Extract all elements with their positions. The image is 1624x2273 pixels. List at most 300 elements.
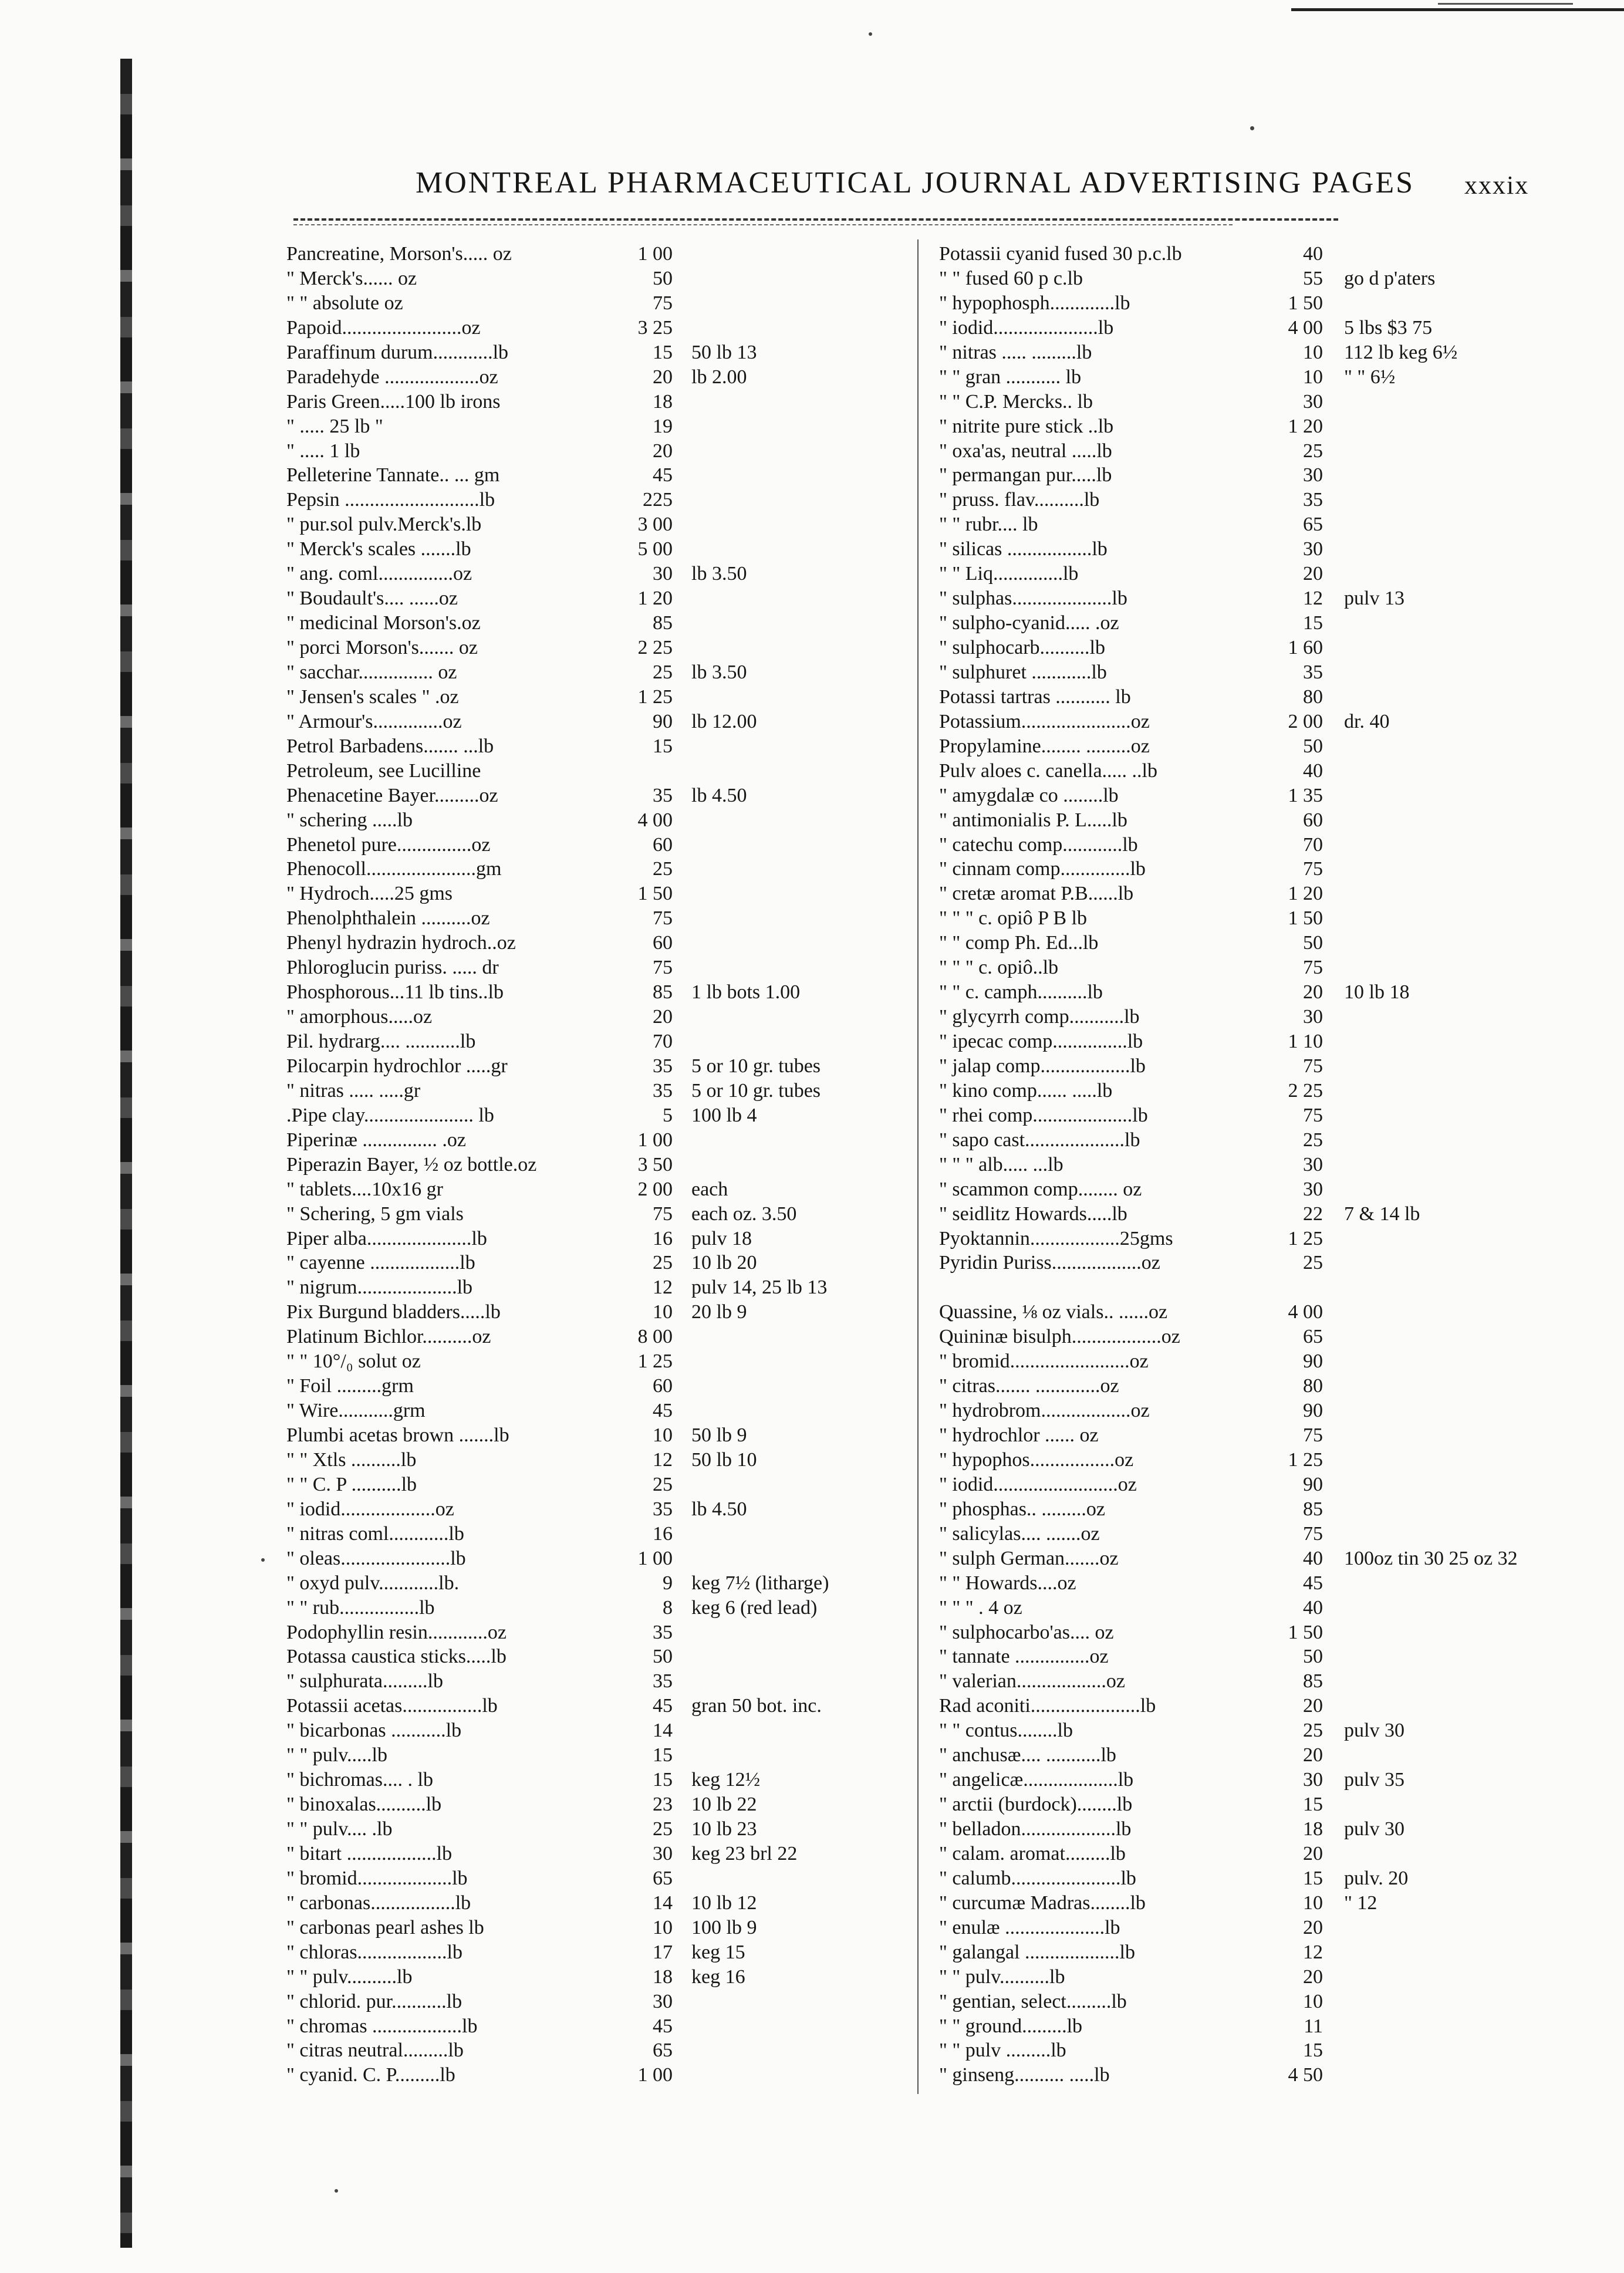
item-price: 60 — [653, 833, 673, 856]
item-name: " iodid...................oz — [286, 1498, 454, 1520]
item-name: Pilocarpin hydrochlor .....gr — [286, 1055, 508, 1077]
item-price: 75 — [1303, 858, 1323, 880]
item-price: 50 — [1303, 1646, 1323, 1668]
item-name: " " " c. opiô P B lb — [939, 907, 1087, 930]
item-price: 10 — [1303, 366, 1323, 388]
item-price: 2 25 — [1288, 1079, 1323, 1102]
item-note: pulv 30 — [1344, 1720, 1404, 1742]
item-price: 40 — [1303, 1596, 1323, 1619]
item-price: 75 — [1303, 1104, 1323, 1126]
item-name: " nitras coml............lb — [286, 1522, 464, 1545]
item-name: Pelleterine Tannate.. ... gm — [286, 464, 500, 487]
item-price: 15 — [1303, 1794, 1323, 1816]
item-price: 70 — [653, 1031, 673, 1052]
item-name: Phenetol pure...............oz — [286, 833, 491, 856]
item-note: 7 & 14 lb — [1344, 1203, 1420, 1225]
item-price: 20 — [653, 440, 673, 462]
item-name: " nitras ..... .....gr — [286, 1079, 421, 1102]
item-price: 65 — [1303, 514, 1323, 536]
item-price: 4 00 — [1288, 1301, 1323, 1323]
item-price: 30 — [1303, 1006, 1323, 1028]
item-name: Phenacetine Bayer.........oz — [286, 784, 498, 806]
item-price: 12 — [1303, 587, 1323, 610]
item-price: 1 50 — [637, 883, 673, 905]
item-name: " valerian..................oz — [939, 1670, 1125, 1693]
item-name: " iodid.........................oz — [939, 1473, 1137, 1495]
item-note: 100 lb 9 — [691, 1916, 757, 1938]
item-price: 4 00 — [637, 809, 673, 831]
item-price: 65 — [653, 2039, 673, 2062]
item-price: 18 — [1303, 1818, 1323, 1840]
item-price: 85 — [1303, 1670, 1323, 1693]
item-price: 23 — [653, 1794, 673, 1816]
item-note: lb 2.00 — [691, 366, 747, 388]
item-name: " Merck's scales .......lb — [286, 538, 471, 560]
item-name: " kino comp...... .....lb — [939, 1079, 1113, 1102]
item-note: keg 7½ (litharge) — [691, 1572, 829, 1594]
item-price: 20 — [653, 366, 673, 388]
item-price: 14 — [653, 1892, 673, 1914]
item-name: Petroleum, see Lucilline — [286, 759, 481, 782]
item-note: pulv 13 — [1344, 587, 1404, 610]
item-price: 2 25 — [637, 637, 673, 658]
item-price: 75 — [653, 1203, 673, 1225]
item-name: " " absolute oz — [286, 292, 403, 314]
item-price: 16 — [653, 1227, 673, 1249]
item-price: 30 — [1303, 538, 1323, 560]
item-note: pulv 18 — [691, 1227, 752, 1249]
item-name: " Foil .........grm — [286, 1375, 414, 1397]
item-name: " carbonas pearl ashes lb — [286, 1916, 484, 1938]
item-price: 90 — [653, 710, 673, 732]
item-price: 15 — [653, 341, 673, 363]
item-name: " Hydroch.....25 gms — [286, 883, 453, 905]
item-name: " " comp Ph. Ed...lb — [939, 932, 1099, 954]
item-name: " ipecac comp...............lb — [939, 1031, 1143, 1052]
item-price: 5 — [663, 1104, 673, 1126]
item-note: 5 lbs $3 75 — [1344, 316, 1433, 339]
speck — [869, 32, 872, 36]
item-price: 60 — [1303, 809, 1323, 831]
item-price: 45 — [653, 464, 673, 487]
item-name: " scammon comp........ oz — [939, 1178, 1142, 1200]
item-price: 75 — [653, 292, 673, 314]
item-note: 50 lb 9 — [691, 1424, 747, 1446]
item-note: 5 or 10 gr. tubes — [691, 1055, 821, 1077]
item-name: " " pulv.....lb — [286, 1744, 387, 1767]
item-price: 12 — [653, 1448, 673, 1471]
item-note: pulv 14, 25 lb 13 — [691, 1276, 828, 1299]
item-name: " " C. P ..........lb — [286, 1473, 417, 1495]
item-note: 1 lb bots 1.00 — [691, 981, 801, 1004]
item-name: " bromid...................lb — [286, 1867, 468, 1889]
item-price: 8 — [663, 1596, 673, 1619]
item-name: " Schering, 5 gm vials — [286, 1203, 464, 1225]
page-header — [416, 166, 1531, 212]
item-name: " oxyd pulv............lb. — [286, 1572, 460, 1594]
item-price: 25 — [1303, 440, 1323, 462]
item-name: " ..... 1 lb — [286, 440, 360, 462]
item-price: 15 — [653, 735, 673, 757]
item-note: keg 6 (red lead) — [691, 1596, 818, 1619]
item-price: 15 — [1303, 1867, 1323, 1889]
item-note: " " 6½ — [1344, 366, 1396, 388]
item-note: pulv 30 — [1344, 1818, 1404, 1840]
page-number: xxxix — [1464, 171, 1530, 200]
item-price: 15 — [1303, 2039, 1323, 2062]
item-price: 35 — [1303, 661, 1323, 683]
item-price: 45 — [653, 2015, 673, 2037]
item-name: " curcumæ Madras........lb — [939, 1892, 1146, 1914]
item-name: Potassa caustica sticks.....lb — [286, 1646, 507, 1668]
item-price: 30 — [653, 1990, 673, 2012]
item-note: " 12 — [1344, 1892, 1377, 1914]
item-name: .Pipe clay...................... lb — [286, 1104, 494, 1126]
item-name: " sulph German.......oz — [939, 1547, 1119, 1569]
item-name: Pyoktannin..................25gms — [939, 1227, 1173, 1249]
item-name: " " Howards....oz — [939, 1572, 1076, 1594]
item-name: Propylamine........ .........oz — [939, 735, 1150, 757]
item-price: 35 — [1303, 489, 1323, 511]
item-name: " oleas......................lb — [286, 1547, 466, 1569]
item-price: 30 — [1303, 390, 1323, 413]
item-note: lb 3.50 — [691, 563, 747, 585]
item-name: " " C.P. Mercks.. lb — [939, 390, 1093, 413]
item-name: " sulphas....................lb — [939, 587, 1127, 610]
item-price: 30 — [653, 563, 673, 585]
item-name: " gentian, select.........lb — [939, 1990, 1127, 2012]
item-price: 75 — [1303, 1424, 1323, 1446]
item-note: keg 12½ — [691, 1769, 761, 1791]
item-name: " antimonialis P. L.....lb — [939, 809, 1127, 831]
item-name: Paradehyde ...................oz — [286, 366, 498, 388]
speck — [261, 1558, 265, 1562]
item-name: " oxa'as, neutral .....lb — [939, 440, 1112, 462]
item-price: 40 — [1303, 243, 1323, 265]
item-name: " calam. aromat.........lb — [939, 1842, 1126, 1865]
item-price: 40 — [1303, 1547, 1323, 1569]
item-name: " belladon...................lb — [939, 1818, 1132, 1840]
item-name: " chloras..................lb — [286, 1941, 463, 1963]
item-name: " hypophosph.............lb — [939, 292, 1130, 314]
item-price: 35 — [653, 1621, 673, 1643]
item-price: 75 — [1303, 1055, 1323, 1077]
item-name: Piperazin Bayer, ½ oz bottle.oz — [286, 1153, 537, 1176]
item-price: 1 00 — [637, 1547, 673, 1569]
item-name: " carbonas.................lb — [286, 1892, 471, 1914]
item-name: Potassii cyanid fused 30 p.c.lb — [939, 243, 1182, 265]
item-price: 17 — [653, 1941, 673, 1963]
item-price: 90 — [1303, 1400, 1323, 1422]
item-price: 30 — [1303, 1769, 1323, 1791]
item-name: " hydrochlor ...... oz — [939, 1424, 1099, 1446]
item-price: 19 — [653, 415, 673, 437]
item-name: " " Liq..............lb — [939, 563, 1079, 585]
item-name: " " pulv..........lb — [286, 1965, 413, 1988]
item-name: " pruss. flav..........lb — [939, 489, 1100, 511]
item-price: 45 — [653, 1695, 673, 1717]
item-price: 25 — [653, 1818, 673, 1840]
item-name: Paris Green.....100 lb irons — [286, 390, 501, 413]
item-name: " nitrite pure stick ..lb — [939, 415, 1114, 437]
item-name: " sulphurata.........lb — [286, 1670, 443, 1693]
item-name: Pancreatine, Morson's..... oz — [286, 243, 512, 265]
item-price: 35 — [653, 1079, 673, 1102]
item-name: Petrol Barbadens....... ...lb — [286, 735, 494, 757]
item-name: " cayenne ..................lb — [286, 1252, 475, 1274]
header-rule — [293, 218, 1338, 221]
item-price: 25 — [1303, 1720, 1323, 1742]
item-name: " " rubr.... lb — [939, 514, 1038, 536]
item-price: 75 — [1303, 957, 1323, 979]
item-price: 20 — [1303, 981, 1323, 1004]
item-price: 15 — [653, 1744, 673, 1767]
item-price: 1 20 — [1288, 415, 1323, 437]
item-price: 35 — [653, 1055, 673, 1077]
item-name: " nitras ..... .........lb — [939, 341, 1092, 363]
item-price: 65 — [1303, 1326, 1323, 1348]
item-price: 16 — [653, 1522, 673, 1545]
item-price: 4 50 — [1288, 2064, 1323, 2086]
item-price: 25 — [653, 661, 673, 683]
item-name: " sulpho-cyanid..... .oz — [939, 612, 1119, 634]
item-note: 10 lb 12 — [691, 1892, 757, 1914]
item-note: pulv. 20 — [1344, 1867, 1409, 1889]
item-price: 22 — [1303, 1203, 1323, 1225]
item-price: 80 — [1303, 685, 1323, 708]
item-name: " sulphocarb..........lb — [939, 637, 1106, 658]
item-name: Plumbi acetas brown .......lb — [286, 1424, 509, 1446]
item-price: 40 — [1303, 759, 1323, 782]
item-price: 50 — [1303, 932, 1323, 954]
item-name: Pyridin Puriss..................oz — [939, 1252, 1160, 1274]
item-price: 1 00 — [637, 1129, 673, 1151]
item-note: 100 lb 4 — [691, 1104, 757, 1126]
item-note: keg 16 — [691, 1965, 745, 1988]
item-name: " cretæ aromat P.B......lb — [939, 883, 1134, 905]
item-name: " rhei comp....................lb — [939, 1104, 1148, 1126]
item-name: " nigrum....................lb — [286, 1276, 473, 1299]
item-name: " Armour's..............oz — [286, 710, 462, 732]
item-note: lb 12.00 — [691, 710, 757, 732]
item-price: 20 — [653, 1006, 673, 1028]
item-name: " " Xtls ..........lb — [286, 1448, 417, 1471]
item-note: gran 50 bot. inc. — [691, 1695, 822, 1717]
item-name: " " pulv .........lb — [939, 2039, 1066, 2062]
item-name: Pix Burgund bladders.....lb — [286, 1301, 501, 1323]
item-price: 12 — [653, 1276, 673, 1299]
item-price: 12 — [1303, 1941, 1323, 1963]
item-name: " ang. coml...............oz — [286, 563, 472, 585]
item-name: Piper alba.....................lb — [286, 1227, 487, 1249]
item-name: " tannate ...............oz — [939, 1646, 1109, 1668]
item-name: Paraffinum durum............lb — [286, 341, 509, 363]
item-price: 18 — [653, 390, 673, 413]
item-name: " bromid........................oz — [939, 1350, 1149, 1373]
item-name: " hypophos.................oz — [939, 1448, 1134, 1471]
item-price: 1 25 — [1288, 1448, 1323, 1471]
item-name: " chlorid. pur...........lb — [286, 1990, 462, 2012]
item-price: 75 — [653, 957, 673, 979]
item-price: 25 — [653, 1473, 673, 1495]
item-name: " schering .....lb — [286, 809, 413, 831]
item-name: " " pulv.... .lb — [286, 1818, 393, 1840]
item-price: 45 — [1303, 1572, 1323, 1594]
item-name: " iodid.....................lb — [939, 316, 1114, 339]
speck — [1250, 126, 1254, 130]
item-note: lb 4.50 — [691, 1498, 747, 1520]
item-price: 10 — [653, 1424, 673, 1446]
item-price: 50 — [653, 267, 673, 289]
item-name: " " " . 4 oz — [939, 1596, 1022, 1619]
item-note: 10 lb 22 — [691, 1794, 757, 1816]
item-price: 80 — [1303, 1375, 1323, 1397]
item-name: " phosphas.. .........oz — [939, 1498, 1106, 1520]
item-price: 225 — [643, 489, 673, 511]
item-name: " chromas ..................lb — [286, 2015, 478, 2037]
item-name: " " 10°/₀ solut oz — [286, 1350, 421, 1373]
item-price: 1 10 — [1288, 1031, 1323, 1052]
speck — [335, 2189, 338, 2193]
item-name: " Boudault's.... ......oz — [286, 587, 458, 610]
item-note: keg 23 brl 22 — [691, 1842, 798, 1865]
item-name: " amorphous.....oz — [286, 1006, 433, 1028]
item-price: 65 — [653, 1867, 673, 1889]
item-price: 9 — [663, 1572, 673, 1594]
item-name: " arctii (burdock)........lb — [939, 1794, 1133, 1816]
item-price: 20 — [1303, 1744, 1323, 1767]
item-name: " anchusæ.... ...........lb — [939, 1744, 1116, 1767]
item-name: Quassine, ⅛ oz vials.. ......oz — [939, 1301, 1168, 1323]
item-note: 10 lb 23 — [691, 1818, 757, 1840]
item-name: " sulphuret ............lb — [939, 661, 1107, 683]
item-price: 60 — [653, 932, 673, 954]
item-name: " glycyrrh comp...........lb — [939, 1006, 1140, 1028]
item-name: " bichromas.... . lb — [286, 1769, 433, 1791]
item-name: " " c. camph..........lb — [939, 981, 1103, 1004]
item-price: 1 60 — [1288, 637, 1323, 658]
item-name: " Merck's...... oz — [286, 267, 417, 289]
item-price: 3 25 — [637, 316, 673, 339]
item-name: " hydrobrom..................oz — [939, 1400, 1150, 1422]
item-name: Phenolphthalein ..........oz — [286, 907, 490, 930]
item-note: 100oz tin 30 25 oz 32 — [1344, 1547, 1518, 1569]
item-name: " " contus........lb — [939, 1720, 1073, 1742]
item-note: 5 or 10 gr. tubes — [691, 1079, 821, 1102]
item-note: lb 3.50 — [691, 661, 747, 683]
item-price: 3 50 — [637, 1153, 673, 1176]
item-price: 85 — [653, 612, 673, 634]
item-name: Potassi tartras ........... lb — [939, 685, 1131, 708]
item-name: " sulphocarbo'as.... oz — [939, 1621, 1114, 1643]
item-price: 18 — [653, 1965, 673, 1988]
item-name: Phloroglucin puriss. ..... dr — [286, 957, 499, 979]
item-name: Pepsin ...........................lb — [286, 489, 495, 511]
item-name: " " ground.........lb — [939, 2015, 1083, 2037]
binding-edge-scan-artifact — [120, 59, 132, 2248]
item-price: 75 — [653, 907, 673, 930]
item-price: 25 — [1303, 1252, 1323, 1274]
item-note: 112 lb keg 6½ — [1344, 341, 1458, 363]
item-price: 10 — [1303, 341, 1323, 363]
item-name: " silicas .................lb — [939, 538, 1108, 560]
item-price: 20 — [1303, 1842, 1323, 1865]
item-price: 90 — [1303, 1473, 1323, 1495]
item-price: 1 00 — [637, 2064, 673, 2086]
item-name: " catechu comp............lb — [939, 833, 1138, 856]
item-price: 50 — [1303, 735, 1323, 757]
item-name: " bicarbonas ...........lb — [286, 1720, 462, 1742]
item-name: " cyanid. C. P.........lb — [286, 2064, 455, 2086]
item-name: " cinnam comp..............lb — [939, 858, 1146, 880]
item-price: 85 — [1303, 1498, 1323, 1520]
item-name: " porci Morson's....... oz — [286, 637, 478, 658]
item-note: dr. 40 — [1344, 710, 1390, 732]
item-price: 2 00 — [1288, 710, 1323, 732]
item-note: keg 15 — [691, 1941, 745, 1963]
item-name: " Wire...........grm — [286, 1400, 426, 1422]
item-price: 1 50 — [1288, 292, 1323, 314]
item-price: 1 50 — [1288, 1621, 1323, 1643]
item-note: each oz. 3.50 — [691, 1203, 797, 1225]
item-name: " ..... 25 lb " — [286, 415, 383, 437]
item-name: Pil. hydrarg.... ...........lb — [286, 1031, 476, 1052]
item-price: 15 — [1303, 612, 1323, 634]
item-price: 25 — [1303, 1129, 1323, 1151]
item-name: Potassium......................oz — [939, 710, 1150, 732]
item-price: 1 35 — [1288, 784, 1323, 806]
item-price: 30 — [1303, 1178, 1323, 1200]
item-price: 35 — [653, 1670, 673, 1693]
item-price: 20 — [1303, 1965, 1323, 1988]
item-name: " sapo cast....................lb — [939, 1129, 1140, 1151]
item-price: 1 25 — [637, 1350, 673, 1373]
item-name: " permangan pur.....lb — [939, 464, 1112, 487]
column-divider — [917, 239, 919, 2094]
item-name: " angelicæ...................lb — [939, 1769, 1134, 1791]
item-name: " citras neutral.........lb — [286, 2039, 464, 2062]
item-name: " seidlitz Howards.....lb — [939, 1203, 1127, 1225]
item-name: Papoid........................oz — [286, 316, 481, 339]
item-price: 1 20 — [637, 587, 673, 610]
item-name: " salicylas.... .......oz — [939, 1522, 1100, 1545]
item-name: " " " alb..... ...lb — [939, 1153, 1063, 1176]
item-name: " Jensen's scales " .oz — [286, 685, 459, 708]
item-name: Phosphorous...11 lb tins..lb — [286, 981, 504, 1004]
item-note: 50 lb 10 — [691, 1448, 757, 1471]
item-price: 4 00 — [1288, 316, 1323, 339]
item-price: 1 25 — [637, 685, 673, 708]
item-price: 10 — [1303, 1990, 1323, 2012]
item-price: 25 — [653, 1252, 673, 1274]
item-name: " sacchar............... oz — [286, 661, 457, 683]
corner-rule — [1291, 8, 1624, 11]
item-price: 15 — [653, 1769, 673, 1791]
item-name: " enulæ ....................lb — [939, 1916, 1120, 1938]
item-name: Podophyllin resin............oz — [286, 1621, 507, 1643]
item-name: Rad aconiti......................lb — [939, 1695, 1156, 1717]
item-price: 60 — [653, 1375, 673, 1397]
item-name: Phenocoll......................gm — [286, 858, 502, 880]
item-price: 10 — [1303, 1892, 1323, 1914]
item-note: pulv 35 — [1344, 1769, 1404, 1791]
item-name: " binoxalas..........lb — [286, 1794, 442, 1816]
item-price: 14 — [653, 1720, 673, 1742]
item-note: go d p'aters — [1344, 267, 1436, 289]
item-price: 30 — [1303, 464, 1323, 487]
item-name: " medicinal Morson's.oz — [286, 612, 481, 634]
item-price: 1 50 — [1288, 907, 1323, 930]
